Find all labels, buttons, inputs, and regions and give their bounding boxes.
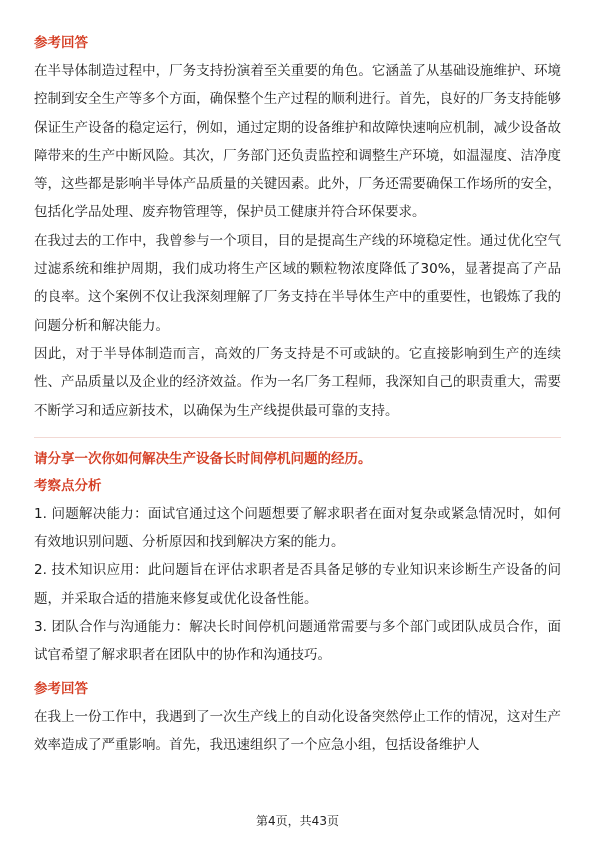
answer-paragraph: 在半导体制造过程中，厂务支持扮演着至关重要的角色。它涵盖了从基础设施维护、环境控制到安全生产等多个方面，确保整个生产过程的顺利进行。首先，良好的厂务支持能够保证生产设备的稳定运行，例如，通过定期的设备维护和故障快速响应机制，减少设备故障带来的生产中断风险。其次，厂务部门还负责监控和调整生产环境，如温湿度、洁净度等，这些都是影响半导体产品质量的关键因素。此外，厂务还需要确保工作场所的安全，包括化学品处理、废弃物管理等，保护员工健康并符合环保要求。 — [34, 63, 561, 221]
page-number: 第4页，共43页 — [256, 814, 339, 828]
analysis-item: 2. 技术知识应用：此问题旨在评估求职者是否具备足够的专业知识来诊断生产设备的问题，并采取合适的措施来修复或优化设备性能。 — [34, 562, 561, 607]
analysis-item: 3. 团队合作与沟通能力：解决长时间停机问题通常需要与多个部门或团队成员合作，面试官希望了解求职者在团队中的协作和沟通技巧。 — [34, 619, 561, 664]
section-divider — [34, 437, 561, 438]
answer-paragraph: 因此，对于半导体制造而言，高效的厂务支持是不可或缺的。它直接影响到生产的连续性、产品质量以及企业的经济效益。作为一名厂务工程师，我深知自己的职责重大，需要不断学习和适应新技术，以确保为生产线提供最可靠的支持。 — [34, 345, 561, 419]
reference-answer-label: 参考回答 — [34, 680, 88, 697]
answer-paragraph: 在我上一份工作中，我遇到了一次生产线上的自动化设备突然停止工作的情况，这对生产效率造成了严重影响。首先，我迅速组织了一个应急小组，包括设备维护人 — [34, 708, 561, 753]
question-heading: 请分享一次你如何解决生产设备长时间停机问题的经历。 — [34, 450, 372, 467]
analysis-item: 1. 问题解决能力：面试官通过这个问题想要了解求职者在面对复杂或紧急情况时，如何有效地识别问题、分析原因和找到解决方案的能力。 — [34, 505, 561, 551]
answer-paragraph: 在我过去的工作中，我曾参与一个项目，目的是提高生产线的环境稳定性。通过优化空气过滤系统和维护周期，我们成功将生产区域的颗粒物浓度降低了30%，显著提高了产品的良率。这个案例不仅让我深刻理解了厂务支持在半导体生产中的重要性，也锻炼了我的问题分析和解决能力。 — [34, 232, 561, 334]
reference-answer-label: 参考回答 — [34, 35, 88, 51]
page-content — [34, 32, 561, 759]
analysis-label: 考察点分析 — [34, 477, 102, 494]
